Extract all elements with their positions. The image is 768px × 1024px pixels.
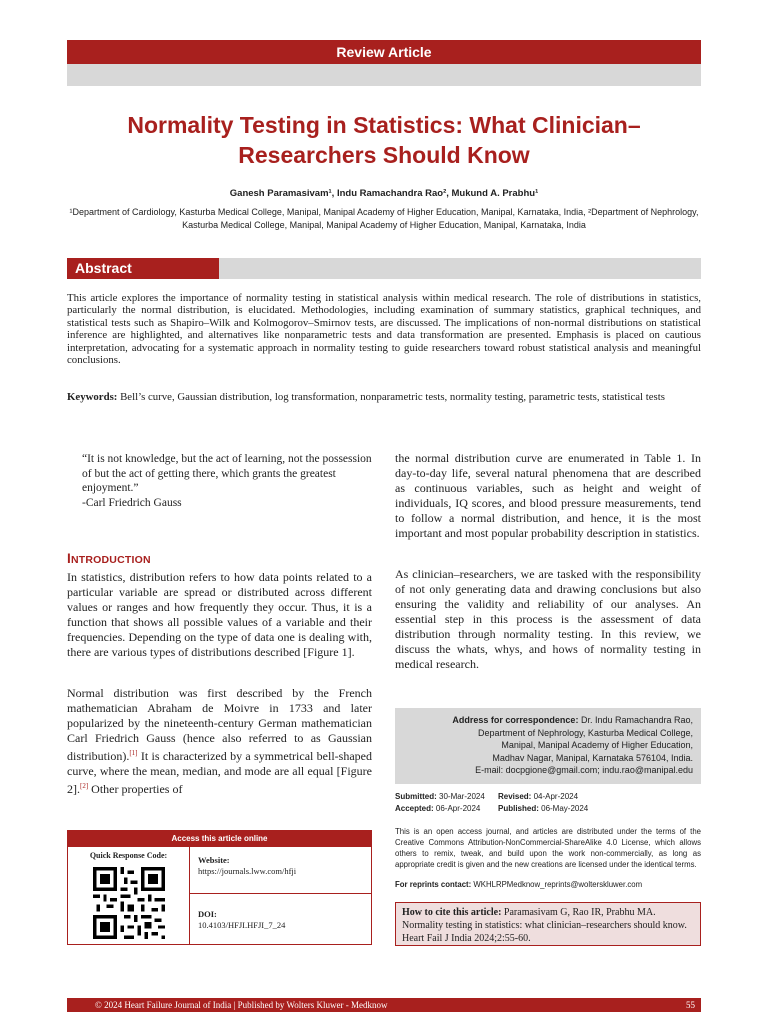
intro-paragraph-3: the normal distribution curve are enumerated in Table 1. In day-to-day life, several natural phenomena that are described as continuous variables, such as height and weight of individuals, IQ scores, and blood pressure measurements, tend to follow a normal distribution, and hence, it is the most important and most popular probability description in statistics. <box>395 451 701 540</box>
revised-value: 04-Apr-2024 <box>531 792 579 801</box>
reprints-contact <box>395 880 701 889</box>
page-footer <box>67 998 701 1012</box>
submitted-value: 30-Mar-2024 <box>436 792 485 801</box>
article-type-banner: Review Article <box>67 40 701 64</box>
license-text: This is an open access journal, and articles are distributed under the terms of the Creative Commons Attribution-NonCommercial-ShareAlike 4.0 License, which allows others to remix, tweak, and build upon the work non-commercially, as long as appropriate credit is given and the new creations are licensed under the identical terms. <box>395 827 701 869</box>
access-online-box <box>67 830 372 945</box>
heading-rest: NTRODUCTION <box>70 554 151 566</box>
published-value: 06-May-2024 <box>538 804 589 813</box>
correspondence-label: Address for correspondence: <box>452 715 579 725</box>
access-online-body <box>68 847 371 945</box>
website-label: Website: <box>198 855 230 865</box>
how-to-cite-box <box>395 902 701 946</box>
qr-label: Quick Response Code: <box>89 851 168 860</box>
reprints-email[interactable]: WKHLRPMedknow_reprints@wolterskluwer.com <box>471 880 643 889</box>
abstract-bar <box>67 258 701 279</box>
correspondence-box <box>395 708 701 784</box>
access-online-header: Access this article online <box>68 831 371 847</box>
article-title: Normality Testing in Statistics: What Clinician–Researchers Should Know <box>127 112 641 168</box>
header-band <box>67 64 701 86</box>
dates-block <box>395 791 701 815</box>
revised-date <box>498 791 601 803</box>
revised-label: Revised: <box>498 792 532 801</box>
epigraph-author: -Carl Friedrich Gauss <box>82 496 182 509</box>
cite-text: Paramasivam G, Rao IR, Prabhu MA. Normality testing in statistics: what clinician–researchers should know. Heart Fail J India 2024;2:55-60. <box>402 907 687 944</box>
citation-ref-2[interactable]: [2] <box>80 782 89 790</box>
reprints-label: For reprints contact: <box>395 880 472 889</box>
submitted-date <box>395 791 498 803</box>
accepted-label: Accepted: <box>395 804 434 813</box>
dates-row-1 <box>395 791 701 803</box>
accepted-date <box>395 803 498 815</box>
submitted-label: Submitted: <box>395 792 437 801</box>
doi-label: DOI: <box>198 909 217 919</box>
keywords-list: Bell’s curve, Gaussian distribution, log transformation, nonparametric tests, normality testing, parametric tests, statistical tests <box>120 391 665 403</box>
authors: Ganesh Paramasivam¹, Indu Ramachandra Rao², Mukund A. Prabhu¹ <box>229 188 539 199</box>
correspondence-line-3: Madhav Nagar, Manipal, Karnataka 576104, India. <box>492 752 693 763</box>
epigraph-text: “It is not knowledge, but the act of learning, not the possession of but the act of getting there, which grants the greatest enjoyment.” <box>82 453 372 494</box>
keywords <box>67 391 701 404</box>
intro-paragraph-1: In statistics, distribution refers to how data points related to a particular variable are spread or distributed across different values or ranges and how frequently they occur. Thus, it is a function that shows all possible values of a variable and their frequencies. Depending on the type of data one is dealing with, there are various types of distributions described [Figure 1]. <box>67 570 372 659</box>
affiliations: ¹Department of Cardiology, Kasturba Medical College, Manipal, Manipal Academy of Higher Education, Manipal, Karnataka, India, ²Department of Nephrology, Kasturba Medical College, Manipal, Manipal Academy of Higher Education, Manipal, Karnataka, India <box>69 207 699 230</box>
intro-paragraph-2 <box>67 686 372 797</box>
doi-block <box>198 909 368 931</box>
keywords-label: Keywords: <box>67 391 118 403</box>
correspondence-line-1: Department of Nephrology, Kasturba Medical College, <box>478 727 693 738</box>
epigraph <box>82 452 372 510</box>
qr-column <box>68 847 190 945</box>
page-number: 55 <box>686 1000 695 1010</box>
correspondence-line-2: Manipal, Manipal Academy of Higher Education, <box>501 740 693 750</box>
correspondence-email[interactable]: E-mail: docpgione@gmail.com; indu.rao@manipal.edu <box>475 765 693 775</box>
qr-code-icon[interactable] <box>93 867 165 939</box>
access-divider <box>190 893 372 894</box>
p2-part-b: It is characterized by a symmetrical bell-shaped curve, where the mean, median, and mode are all equal [Figure 2]. <box>67 749 372 796</box>
p2-part-a: Normal distribution was first described by the French mathematician Abraham de Moivre in 1733 and later popularized by the nineteenth-century German mathematician Carl Friedrich Gauss (hence also referred to as Gaussian distribution). <box>67 686 372 763</box>
heading-initial: I <box>67 551 71 566</box>
dates-row-2 <box>395 803 701 815</box>
cite-label: How to cite this article: <box>402 907 502 918</box>
correspondence-name: Dr. Indu Ramachandra Rao, <box>578 715 693 725</box>
website-link[interactable]: https://journals.lww.com/hfji <box>198 866 297 876</box>
published-label: Published: <box>498 804 539 813</box>
correspondence-line-0 <box>403 714 693 727</box>
section-heading-introduction <box>67 551 151 566</box>
footer-copyright: © 2024 Heart Failure Journal of India | Published by Wolters Kluwer - Medknow <box>95 1000 388 1010</box>
intro-paragraph-4: As clinician–researchers, we are tasked with the responsibility of not only generating data and drawing conclusions but also ensuring the validity and reliability of our analyses. An essential step in this process is the assessment of data distribution through normality testing. In this review, we discuss the whats, whys, and hows of normality testing in medical research. <box>395 567 701 671</box>
citation-ref-1[interactable]: [1] <box>129 749 138 757</box>
doi-link[interactable]: 10.4103/HFJI.HFJI_7_24 <box>198 920 286 930</box>
published-date <box>498 803 601 815</box>
abstract-label: Abstract <box>67 258 219 279</box>
website-block <box>198 855 368 877</box>
p2-part-c: Other properties of <box>88 782 183 796</box>
accepted-value: 06-Apr-2024 <box>433 804 481 813</box>
abstract-text: This article explores the importance of normality testing in statistical analysis within medical research. The role of distributions in statistics, particularly the normal distribution, is elucidated. Methodologies, including examination of summary statistics, graphical techniques, and statistical tests such as Shapiro–Wilk and Kolmogorov–Smirnov tests, are discussed. The implications of non-normal distributions on statistical inference are highlighted, and alternatives like nonparametric tests and data transformation are presented. Emphasis is placed on cautious interpretation, advocating for a systematic approach in normality testing to guide researchers toward robust statistical analysis and meaningful conclusions. <box>67 292 701 367</box>
